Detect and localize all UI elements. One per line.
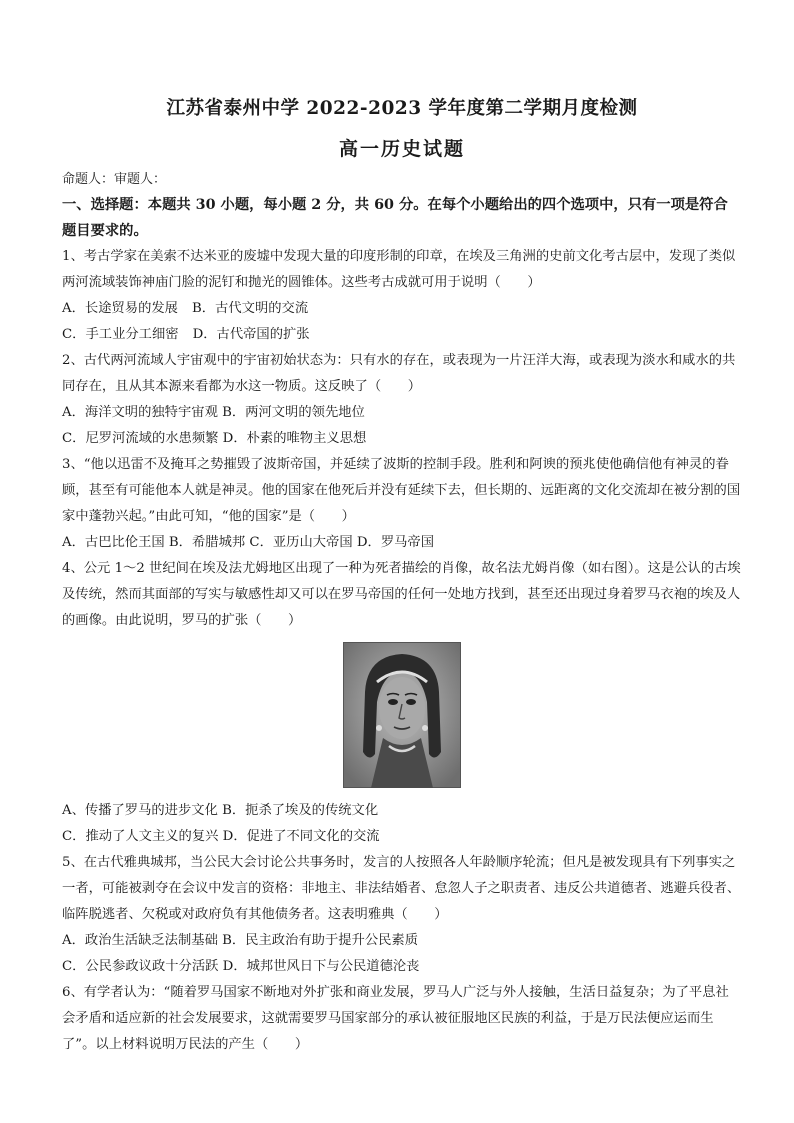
question-stem: 4、公元 1～2 世纪间在埃及法尤姆地区出现了一种为死者描绘的肖像，故名法尤姆肖像（如右图）。这是公认的古埃及传统，然而其面部的写实与敏感性却又可以在罗马帝国的任何一处地方找到，甚至还出现过身着罗马衣袍的埃及人的画像。由此说明，罗马的扩张（ ） xyxy=(62,561,741,628)
exam-page xyxy=(62,96,742,1058)
author-line: 命题人：审题人： xyxy=(62,172,167,187)
option-row: A、传播了罗马的进步文化 B．扼杀了埃及的传统文化 xyxy=(62,803,379,818)
option-row: C．公民参政议政十分活跃 D．城邦世风日下与公民道德沦丧 xyxy=(62,959,420,974)
option-c: C．手工业分工细密 xyxy=(62,327,179,342)
option-d: D．古代帝国的扩张 xyxy=(192,327,310,342)
question-5 xyxy=(62,850,742,980)
question-stem: 3、“他以迅雷不及掩耳之势摧毁了波斯帝国，并延续了波斯的控制手段。胜利和阿谀的预兆使他确信他有神灵的眷顾，甚至有可能他本人就是神灵。他的国家在他死后并没有延续下去，但长期的、远距离的文化交流却在被分割的国家中蓬勃兴起。”由此可知，“他的国家”是（ ） xyxy=(62,457,741,524)
question-stem: 2、古代两河流域人宇宙观中的宇宙初始状态为：只有水的存在，或表现为一片汪洋大海，或表现为淡水和咸水的共同存在，且从其本源来看都为水这一物质。这反映了（ ） xyxy=(62,353,736,394)
question-2 xyxy=(62,348,742,452)
exam-subtitle: 高一历史试题 xyxy=(338,138,465,160)
option-row: A．政治生活缺乏法制基础 B．民主政治有助于提升公民素质 xyxy=(62,933,419,948)
section-heading: 一、选择题：本题共 30 小题，每小题 2 分，共 60 分。在每个小题给出的四个选项中，只有一项是符合题目要求的。 xyxy=(62,197,728,239)
option-row xyxy=(62,322,742,348)
portrait-icon xyxy=(343,642,461,788)
option-row: C．推动了人文主义的复兴 D．促进了不同文化的交流 xyxy=(62,829,380,844)
option-row: A．海洋文明的独特宇宙观 B．两河文明的领先地位 xyxy=(62,405,365,420)
exam-title: 江苏省泰州中学 2022-2023 学年度第二学期月度检测 xyxy=(166,98,638,119)
question-1 xyxy=(62,244,742,348)
option-row: C．尼罗河流域的水患频繁 D．朴素的唯物主义思想 xyxy=(62,431,367,446)
question-4 xyxy=(62,556,742,850)
option-a: A．长途贸易的发展 xyxy=(62,301,178,316)
fayum-portrait-image xyxy=(343,642,461,788)
option-b: B．古代文明的交流 xyxy=(191,301,309,316)
question-3 xyxy=(62,452,742,556)
question-stem: 6、有学者认为：“随着罗马国家不断地对外扩张和商业发展，罗马人广泛与外人接触，生活日益复杂；为了平息社会矛盾和适应新的社会发展要求，这就需要罗马国家部分的承认被征服地区民族的利益，于是万民法便应运而生了”。以上材料说明万民法的产生（ ） xyxy=(62,985,729,1052)
option-row xyxy=(62,296,742,322)
question-6 xyxy=(62,980,742,1058)
question-stem: 1、考古学家在美索不达米亚的废墟中发现大量的印度形制的印章，在埃及三角洲的史前文化考古层中，发现了类似两河流域装饰神庙门脸的泥钉和抛光的圆锥体。这些考古成就可用于说明（ ） xyxy=(62,249,736,290)
option-row: A．古巴比伦王国 B．希腊城邦 C．亚历山大帝国 D．罗马帝国 xyxy=(62,535,435,550)
question-stem: 5、在古代雅典城邦，当公民大会讨论公共事务时，发言的人按照各人年龄顺序轮流；但凡是被发现具有下列事实之一者，可能被剥夺在会议中发言的资格：非地主、非法结婚者、怠忽人子之职责者、违反公共道德者、逃避兵役者、临阵脱逃者、欠税或对政府负有其他债务者。这表明雅典（ ） xyxy=(62,855,741,922)
